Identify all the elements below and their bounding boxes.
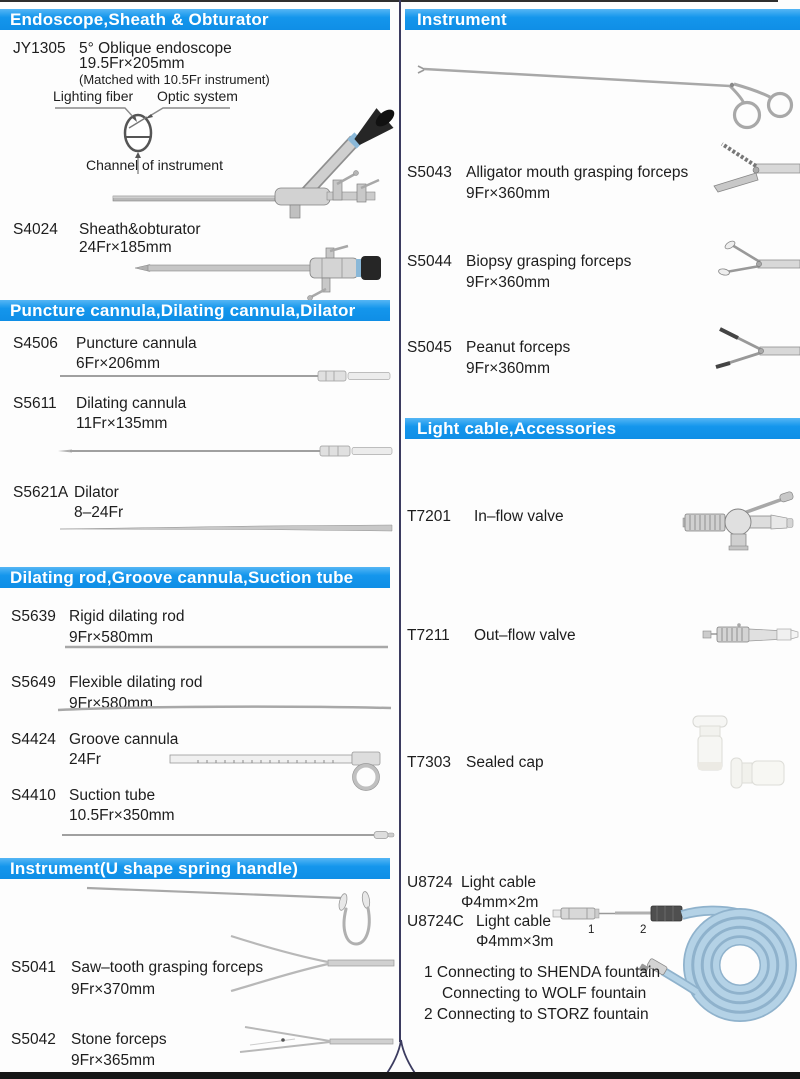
product-code: S5045 [407, 339, 452, 356]
section-title: Instrument [417, 10, 507, 29]
product-code: S5042 [11, 1031, 56, 1048]
product-code: S5043 [407, 164, 452, 181]
section-title: Dilating rod,Groove cannula,Suction tube [10, 568, 354, 587]
product-spec: 9Fr×580mm [69, 629, 153, 646]
product-code: S5611 [13, 395, 57, 412]
product-code: S4424 [11, 731, 56, 748]
groove-cannula-image [170, 747, 395, 791]
section-title: Endoscope,Sheath & Obturator [10, 10, 269, 29]
peanut-forceps-tip-image [708, 323, 800, 380]
product-name: Saw–tooth grasping forceps [71, 959, 264, 976]
product-code: JY1305 [13, 40, 66, 57]
product-name: Suction tube [69, 787, 156, 804]
product-code: T7201 [407, 508, 451, 525]
product-spec: 9Fr×370mm [71, 981, 155, 998]
oblique-endoscope-image [105, 104, 397, 219]
product-name: Out–flow valve [474, 627, 576, 644]
product-spec: 24Fr×185mm [79, 239, 172, 256]
section-header-instrument [405, 9, 800, 30]
section-header-u-shape-instrument [0, 858, 390, 879]
stone-forceps-tip-image [235, 1019, 393, 1065]
product-name: Puncture cannula [76, 335, 197, 352]
page-top-border [0, 0, 778, 2]
product-note: (Matched with 10.5Fr instrument) [79, 72, 270, 87]
section-title: Instrument(U shape spring handle) [10, 859, 299, 878]
product-code: S5044 [407, 253, 452, 270]
section-title: Light cable,Accessories [417, 419, 617, 438]
product-code: S5621A [13, 484, 69, 501]
product-spec: 9Fr×360mm [466, 274, 550, 291]
product-spec: 19.5Fr×205mm [79, 55, 185, 72]
product-name: Peanut forceps [466, 339, 571, 356]
product-name: 5° Oblique endoscope [79, 40, 232, 57]
product-name: Biopsy grasping forceps [466, 253, 632, 270]
product-spec: 11Fr×135mm [76, 415, 168, 432]
page-bottom-border [0, 1072, 800, 1079]
rigid-dilating-rod-image [65, 642, 390, 652]
connector-label-2: 2 [640, 924, 647, 936]
puncture-cannula-image [60, 366, 395, 386]
product-spec: 24Fr [69, 751, 101, 768]
section-title: Puncture cannula,Dilating cannula,Dilator [10, 301, 356, 320]
sealed-cap-image [673, 712, 800, 797]
product-name: Stone forceps [71, 1031, 167, 1048]
diagram-label-channel: Channel of instrument [86, 157, 223, 173]
out-flow-valve-image [703, 616, 800, 652]
product-code: S4024 [13, 221, 58, 238]
product-spec: 9Fr×365mm [71, 1052, 155, 1069]
product-code: U8724 [407, 874, 453, 891]
product-name: Sheath&obturator [79, 221, 201, 238]
diagram-label-optic-system: Optic system [157, 88, 238, 104]
product-name: Rigid dilating rod [69, 608, 185, 625]
suction-tube-image [62, 827, 395, 843]
product-name: In–flow valve [474, 508, 564, 525]
cable-note-3: 2 Connecting to STORZ fountain [424, 1006, 649, 1023]
grasping-forceps-image [418, 56, 796, 148]
section-header-light-cable [405, 418, 800, 439]
diagram-label-lighting-fiber: Lighting fiber [53, 88, 134, 104]
product-name: Light cable [461, 874, 536, 891]
product-spec: 9Fr×360mm [466, 185, 550, 202]
product-code: T7211 [407, 627, 450, 644]
product-name: Dilating cannula [76, 395, 187, 412]
connector-label-1: 1 [588, 924, 595, 936]
product-spec: 9Fr×580mm [69, 695, 153, 712]
dilating-cannula-image [58, 441, 395, 461]
product-name: Sealed cap [466, 754, 544, 771]
product-spec: 8–24Fr [74, 504, 124, 521]
product-spec: 6Fr×206mm [76, 355, 160, 372]
section-header-endoscope-sheath [0, 9, 390, 30]
column-divider [399, 0, 401, 1042]
cable-note-2: Connecting to WOLF fountain [442, 985, 647, 1002]
product-code: S4506 [13, 335, 58, 352]
section-header-dilating-rod [0, 567, 390, 588]
product-spec: 10.5Fr×350mm [69, 807, 175, 824]
product-name: Groove cannula [69, 731, 179, 748]
product-name: Flexible dilating rod [69, 674, 203, 691]
product-code: S4410 [11, 787, 56, 804]
product-name: Dilator [74, 484, 119, 501]
in-flow-valve-image [683, 484, 797, 552]
product-code: T7303 [407, 754, 451, 771]
product-spec: Φ4mm×3m [476, 933, 554, 950]
section-header-puncture-cannula [0, 300, 390, 321]
biopsy-forceps-tip-image [710, 238, 800, 290]
cable-note-1: 1 Connecting to SHENDA fountain [424, 964, 661, 981]
product-code: S5639 [11, 608, 56, 625]
product-code: S5649 [11, 674, 56, 691]
dilator-image [60, 520, 395, 536]
light-cable-coil-image [635, 872, 800, 1032]
product-spec: 9Fr×360mm [466, 360, 550, 377]
product-spec: Φ4mm×2m [461, 894, 539, 911]
flexible-dilating-rod-image [58, 703, 393, 713]
saw-tooth-forceps-tip-image [228, 933, 394, 995]
product-name: Alligator mouth grasping forceps [466, 164, 689, 181]
product-code: S5041 [11, 959, 56, 976]
product-code: U8724C [407, 913, 464, 930]
product-name: Light cable [476, 913, 551, 930]
alligator-forceps-tip-image [698, 140, 800, 198]
